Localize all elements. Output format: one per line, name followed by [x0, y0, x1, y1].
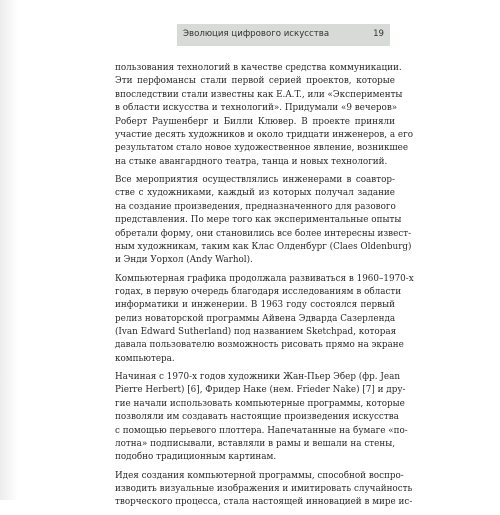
- text-line: информатики и инженерии. В 1963 году состоялся первый: [115, 300, 395, 311]
- text-line: пользования технологий в качестве средства коммуникации.: [115, 63, 402, 73]
- text-line: позволяли им создавать настоящие произведения искусства: [115, 412, 399, 423]
- text-line: впоследствии стали известны как E.A.T., или «Эксперименты: [115, 89, 403, 100]
- text-line: с помощью перьевого плоттера. Напечатанные на бумаге «по-: [115, 425, 408, 436]
- text-line: Все мероприятия осуществлялись инженерами в соавтор-: [115, 174, 395, 185]
- text-line: на создание произведения, предназначенного для разового: [115, 201, 396, 212]
- text-line: результатом стало новое художественное явление, возникшее: [115, 143, 409, 154]
- paragraph-eat-experiments: [115, 62, 414, 169]
- text-line: Pierre Herbert) [6], Фридер Наке (нем. Frieder Nake) [7] и дру-: [115, 385, 406, 396]
- text-line: компьютера.: [115, 353, 175, 364]
- text-line: изводить визуальные изображения и имитировать случайность: [115, 484, 413, 495]
- text-line: гие начали использовать компьютерные программы, которые: [115, 398, 405, 409]
- text-line: ным художникам, таким как Клас Олденбург (Claes Oldenburg): [115, 241, 412, 252]
- text-line: Эти перфомансы стали первой серией проектов, которые: [115, 76, 395, 87]
- text-line: в области искусства и технологий». Придумали «9 вечеров»: [115, 103, 398, 114]
- paragraph-plotter-art: [115, 371, 408, 465]
- text-line: и Энди Уорхол (Andy Warhol).: [115, 255, 253, 266]
- paragraph-engineers-artists: [115, 174, 412, 268]
- text-line: на стыке авангардного театра, танца и новых технологий.: [115, 156, 388, 167]
- running-header-title: Эволюция цифрового искусства: [183, 29, 330, 39]
- paragraph-program-idea: [115, 470, 413, 510]
- text-line: участие десять художников и около тридцати инженеров, а его: [115, 129, 414, 140]
- text-line: Начиная с 1970-х годов художники Жан-Пьер Эбер (фр. Jean: [115, 372, 400, 383]
- paragraph-computer-graphics: [115, 273, 414, 367]
- text-line: Компьютерная графика продолжала развиваться в 1960–1970-х: [115, 273, 414, 284]
- text-line: релиз новаторской программы Айвена Эдварда Сазерленда: [115, 313, 396, 324]
- running-header: [177, 24, 390, 46]
- text-line: годах, в первую очередь благодаря исследованиям в области: [115, 286, 402, 297]
- text-line: творческого процесса, стала настоящей инновацией в мире ис-: [115, 497, 413, 508]
- text-line: Роберт Раушенберг и Билли Клювер. В проекте приняли: [115, 116, 395, 127]
- body-text: [115, 62, 414, 515]
- text-line: Идея создания компьютерной программы, способной воспро-: [115, 470, 404, 481]
- text-line: давала пользователю возможность рисовать прямо на экране: [115, 340, 404, 351]
- page-edge-shadow: [0, 0, 18, 500]
- text-line: лотна» подписывали, вставляли в рамы и вешали на стены,: [115, 439, 395, 450]
- text-line: подобно традиционным картинам.: [115, 452, 277, 463]
- text-line: (Ivan Edward Sutherland) под названием Sketchpad, которая: [115, 327, 397, 338]
- page-number: 19: [373, 29, 384, 39]
- text-line: представления. По мере того как экспериментальные опыты: [115, 215, 402, 226]
- text-line: обретали форму, они становились все более интересны извест-: [115, 228, 412, 239]
- text-line: стве с художниками, каждый из которых получал задание: [115, 188, 395, 199]
